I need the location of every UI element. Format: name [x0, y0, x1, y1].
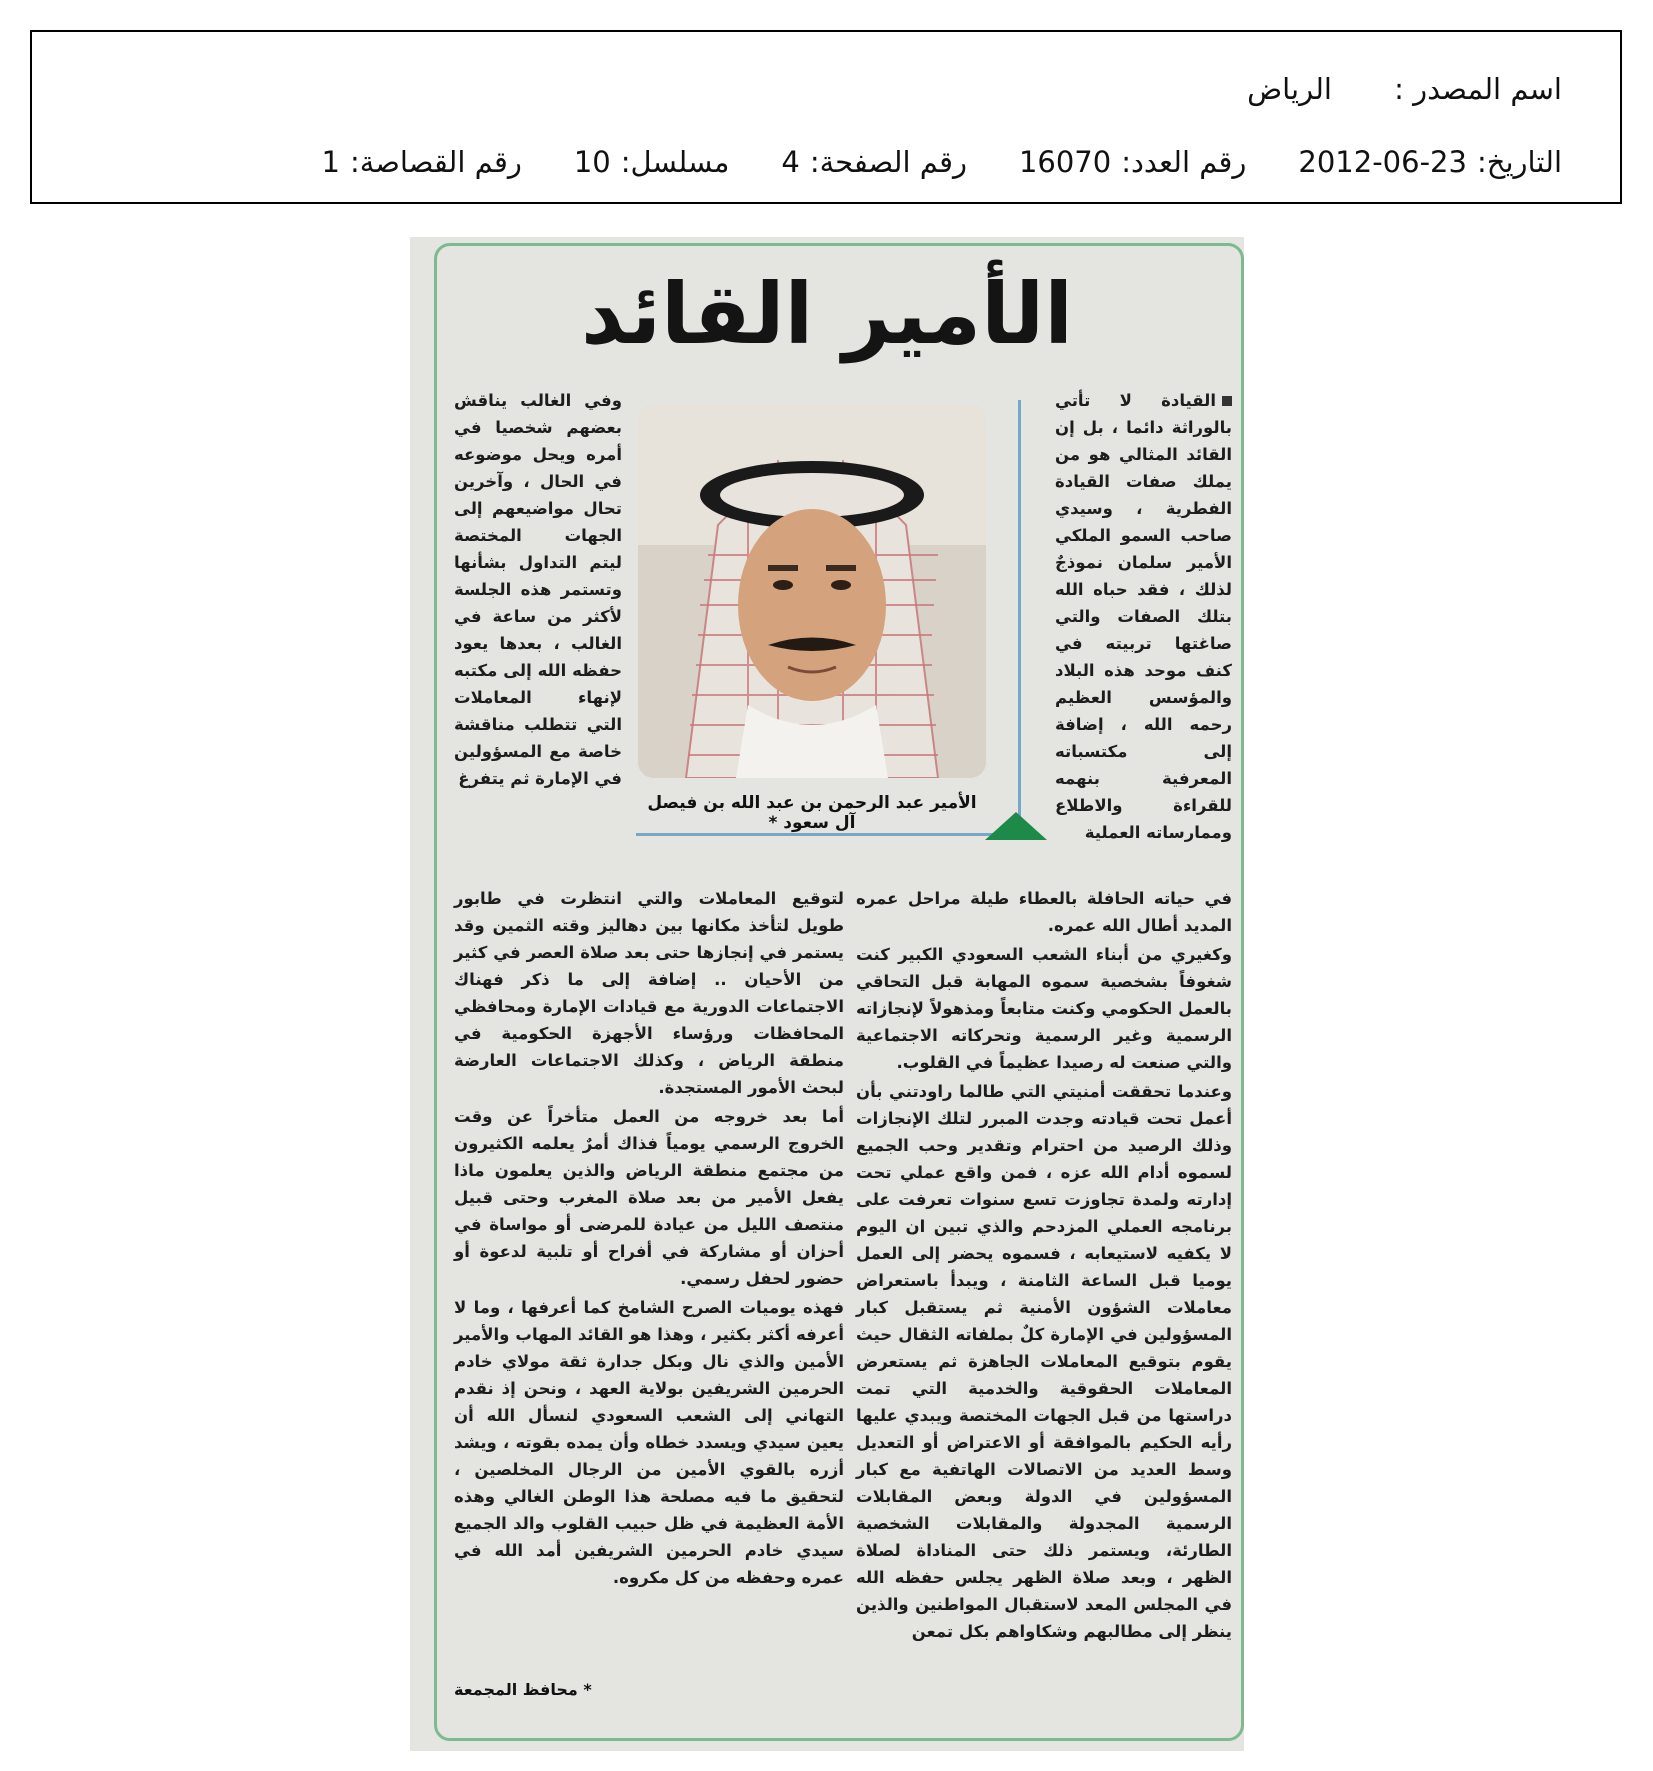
article-headline: الأمير القائد — [580, 265, 1074, 363]
serial-field — [574, 145, 730, 179]
date-label: التاريخ: — [1476, 145, 1562, 179]
column-text: وفي الغالب يناقش بعضهم شخصيا في أمره ويحل موضوعه في الحال ، وآخرين تحال مواضيعهم إلى الجهات المختصة ليتم التداول بشأنها وتستمر هذه الجلسة لأكثر من ساعة في الغالب ، بعدها يعود حفظه الله إلى مكتبه لإنهاء المعاملات التي تتطلب مناقشة خاصة مع المسؤولين في الإمارة ثم يتفرغ — [454, 391, 622, 788]
paragraph — [1055, 387, 1232, 846]
portrait-photo — [638, 405, 986, 778]
vertical-divider — [1018, 400, 1021, 822]
portrait-illustration — [638, 405, 986, 778]
author-signature: * محافظ المجمعة — [454, 1680, 592, 1699]
paragraph: وعندما تحققت أمنيتي التي طالما راودتني بأن أعمل تحت قيادته وجدت المبرر لتلك الإنجازات وذلك الرصيد من احترام وتقدير وحب الجميع لسموه أدام الله عزه ، فمن واقع عملي تحت إدارته ولمدة تجاوزت تسع سنوات تعرفت على برنامجه العملي المزدحم والذي تبين ان اليوم لا يكفيه لاستيعابه ، فسموه يحضر إلى العمل يوميا قبل الساعة الثامنة ، ويبدأ باستعراض معاملات الشؤون الأمنية ثم يستقبل كبار المسؤولين في الإمارة كلٌ بملفاته الثقال حيث يقوم بتوقيع المعاملات الجاهزة ثم يستعرض المعاملات الحقوقية والخدمية التي تمت دراستها من قبل الجهات المختصة ويبدي عليها رأيه الحكيم بالموافقة أو الاعتراض أو التعديل وسط العديد من الاتصالات الهاتفية مع كبار المسؤولين في الدولة وبعض المقابلات الرسمية المجدولة والمقابلات الشخصية الطارئة، ويستمر ذلك حتى المناداة لصلاة الظهر ، وبعد صلاة الظهر يجلس حفظه الله في المجلس المعد لاستقبال المواطنين والذين ينظر إلى مطالبهم وشكاواهم بكل تمعن — [856, 1082, 1232, 1641]
issue-value: 16070 — [1018, 145, 1112, 179]
date-field — [1298, 145, 1562, 179]
photo-caption: الأمير عبد الرحمن بن عبد الله بن فيصل آل سعود * — [647, 793, 977, 833]
source-field — [1247, 72, 1562, 106]
paragraph: في حياته الحافلة بالعطاء طيلة مراحل عمره المديد أطال الله عمره. — [856, 889, 1232, 935]
page-label: رقم الصفحة: — [809, 145, 967, 179]
serial-label: مسلسل: — [620, 145, 730, 179]
column-bottom-left — [454, 885, 844, 1593]
clip-number-field — [322, 145, 522, 179]
source-value: الرياض — [1247, 72, 1332, 106]
page-value: 4 — [781, 145, 800, 179]
serial-value: 10 — [573, 145, 611, 179]
issue-field — [1019, 145, 1246, 179]
clip-number-value: 1 — [321, 145, 340, 179]
date-value: 2012-06-23 — [1298, 145, 1467, 179]
column-bottom-right — [856, 885, 1232, 1647]
source-label: اسم المصدر : — [1394, 72, 1562, 106]
meta-row — [270, 145, 1563, 179]
issue-label: رقم العدد: — [1121, 145, 1247, 179]
source-info-box — [30, 30, 1622, 204]
bullet-icon — [1222, 396, 1232, 406]
source-row — [1195, 72, 1562, 106]
horizontal-divider — [636, 833, 1018, 836]
newspaper-clipping — [410, 237, 1244, 1751]
triangle-ornament-icon — [985, 812, 1047, 840]
paragraph: وكغيري من أبناء الشعب السعودي الكبير كنت شغوفاً بشخصية سموه المهابة قبل التحاقي بالعمل الحكومي وكنت متابعاً ومذهولاً لإنجازاته الرسمية وغير الرسمية وتحركاته الاجتماعية والتي صنعت له رصيدا عظيماً في القلوب. — [856, 945, 1232, 1072]
paragraph: فهذه يوميات الصرح الشامخ كما أعرفها ، وما لا أعرفه أكثر بكثير ، وهذا هو القائد المهاب والأمير الأمين والذي نال وبكل جدارة ثقة مولاي خادم الحرمين الشريفين بولاية العهد ، ونحن إذ نقدم التهاني إلى الشعب السعودي لنسأل الله أن يعين سيدي ويسدد خطاه وأن يمده بقوته ، ويشد أزره بالقوي الأمين من الرجال المخلصين ، لتحقيق ما فيه مصلحة هذا الوطن الغالي وهذه الأمة العظيمة في ظل حبيب القلوب والد الجميع سيدي خادم الحرمين الشريفين أمد الله في عمره وحفظه من كل مكروه. — [454, 1298, 844, 1587]
paragraph: أما بعد خروجه من العمل متأخراً عن وقت الخروج الرسمي يومياً فذاك أمرٌ يعلمه الكثيرون من مجتمع منطقة الرياض والذين يعلمون ماذا يفعل الأمير من بعد صلاة المغرب وحتى قبيل منتصف الليل من عيادة للمرضى أو مواساة في أحزان أو مشاركة في أفراح أو تلبية لدعوة أو حضور لحفل رسمي. — [454, 1107, 844, 1288]
column-text: القيادة لا تأتي بالوراثة دائما ، بل إن القائد المثالي هو من يملك صفات القيادة الفطرية ، وسيدي صاحب السمو الملكي الأمير سلمان نموذجٌ لذلك ، فقد حباه الله بتلك الصفات والتي صاغتها تربيته في كنف موحد هذه البلاد والمؤسس العظيم رحمه الله ، إضافة إلى مكتسباته المعرفية بنهمه للقراءة والاطلاع وممارساته العملية — [1055, 391, 1232, 842]
page-field — [781, 145, 967, 179]
column-right-top — [1055, 387, 1232, 848]
paragraph: لتوقيع المعاملات والتي انتظرت في طابور طويل لتأخذ مكانها بين دهاليز وقته الثمين وقد يستمر في إنجازها حتى بعد صلاة العصر في كثير من الأحيان .. إضافة إلى ما ذكر فهناك الاجتماعات الدورية مع قيادات الإمارة ومحافظي المحافظات ورؤساء الأجهزة الحكومية في منطقة الرياض ، وكذلك الاجتماعات العارضة لبحث الأمور المستجدة. — [454, 889, 844, 1097]
clip-number-label: رقم القصاصة: — [349, 145, 522, 179]
column-left-top — [454, 387, 622, 794]
